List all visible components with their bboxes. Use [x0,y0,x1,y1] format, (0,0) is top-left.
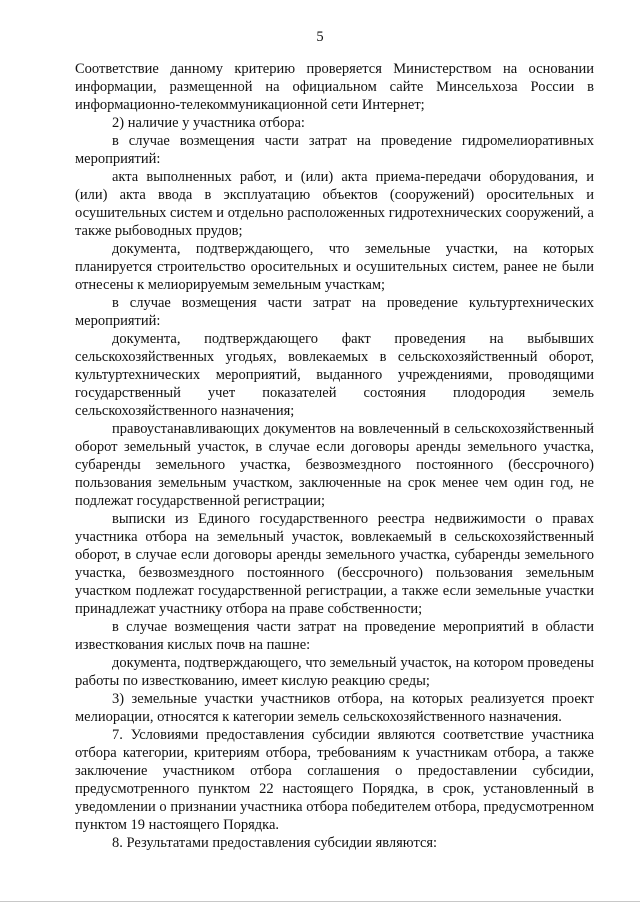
paragraph: 7. Условиями предоставления субсидии являются соответствие участника отбора категории, критериям отбора, требованиям к участникам отбора, а также заключение участником отбора соглашения о предоставлении субсидии, предусмотренного пунктом 22 настоящего Порядка, в срок, установленный в уведомлении о признании участника отбора победителем отбора, предусмотренном пунктом 19 настоящего Порядка. [75,727,594,833]
page-bottom-rule [0,901,640,902]
document-body [75,60,594,852]
paragraph: 3) земельные участки участников отбора, на которых реализуется проект мелиорации, относятся к категории земель сельскохозяйственного назначения. [75,691,594,725]
paragraph: правоустанавливающих документов на вовлеченный в сельскохозяйственный оборот земельный участок, в случае если договоры аренды земельного участка, субаренды земельного участка, безвозмездного постоянного (бессрочного) пользования земельным участком, заключенные на срок менее чем один год, не подлежат государственной регистрации; [75,421,594,509]
paragraph: документа, подтверждающего факт проведения на выбывших сельскохозяйственных угодьях, вовлекаемых в сельскохозяйственный оборот, культуртехнических мероприятий, выданного учреждениями, проводящими государственный учет показателей состояния плодородия земель сельскохозяйственного назначения; [75,331,594,419]
paragraph: Соответствие данному критерию проверяется Министерством на основании информации, размещенной на официальном сайте Минсельхоза России в информационно-телекоммуникационной сети Интернет; [75,61,594,113]
paragraph: документа, подтверждающего, что земельный участок, на котором проведены работы по известкованию, имеет кислую реакцию среды; [75,655,594,689]
paragraph: в случае возмещения части затрат на проведение гидромелиоративных мероприятий: [75,133,594,167]
paragraph: документа, подтверждающего, что земельные участки, на которых планируется строительство оросительных и осушительных систем, ранее не были отнесены к мелиорируемым земельным участкам; [75,241,594,293]
paragraph: выписки из Единого государственного реестра недвижимости о правах участника отбора на земельный участок, вовлекаемый в сельскохозяйственный оборот, в случае если договоры аренды земельного участка, субаренды земельного участка, безвозмездного постоянного (бессрочного) пользования земельным участком подлежат государственной регистрации, а также если земельные участки принадлежат участнику отбора на праве собственности; [75,511,594,617]
paragraph: в случае возмещения части затрат на проведение культуртехнических мероприятий: [75,295,594,329]
paragraph: акта выполненных работ, и (или) акта приема-передачи оборудования, и (или) акта ввода в эксплуатацию объектов (сооружений) оросительных и осушительных систем и отдельно расположенных гидротехнических сооружений, а также рыбоводных прудов; [75,169,594,239]
paragraph: в случае возмещения части затрат на проведение мероприятий в области известкования кислых почв на пашне: [75,619,594,653]
paragraph: 8. Результатами предоставления субсидии являются: [112,835,438,851]
page-number: 5 [316,29,324,45]
paragraph: 2) наличие у участника отбора: [112,115,305,131]
